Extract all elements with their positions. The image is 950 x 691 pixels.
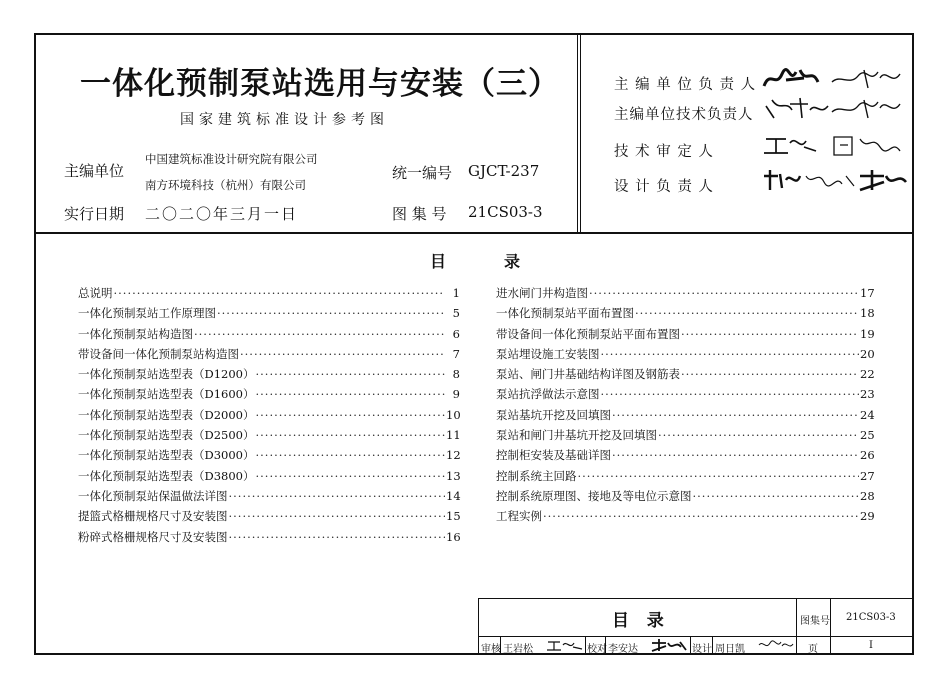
toc-entry[interactable] <box>78 326 460 346</box>
toc-leader <box>229 509 446 523</box>
toc-entry[interactable] <box>78 366 460 386</box>
toc-entry-page: 24 <box>860 407 875 422</box>
toc-entry-name: 泵站抗浮做法示意图 <box>496 387 600 402</box>
designer-name: 周日凯 <box>715 644 745 655</box>
toc-entry-page: 19 <box>860 326 875 341</box>
toc-right-column <box>496 285 874 529</box>
toc-entry-name: 进水闸门井构造图 <box>496 286 588 300</box>
toc-entry[interactable] <box>496 508 874 528</box>
unified-no: GJCT-237 <box>468 162 540 180</box>
signature-role-2: 主编单位技术负责人 <box>614 107 754 123</box>
signature-role-3: 技 术 审 定 人 <box>614 144 714 160</box>
toc-entry-name: 一体化预制泵站选型表（D1200） <box>78 367 255 382</box>
designer-signature <box>757 638 795 653</box>
toc-entry-name: 一体化预制泵站保温做法详图 <box>78 488 228 503</box>
review-label: 审核 <box>481 644 501 655</box>
toc-entry[interactable] <box>78 386 460 406</box>
toc-entry-name: 一体化预制泵站选型表（D3800） <box>78 468 255 483</box>
title-block-divider <box>585 636 586 655</box>
toc-leader <box>635 306 859 320</box>
checker-signature <box>650 638 688 653</box>
signature-role-4: 设 计 负 责 人 <box>614 179 714 195</box>
toc-entry[interactable] <box>78 508 460 528</box>
toc-entry-name: 泵站、闸门井基础结构详图及钢筋表 <box>496 367 680 382</box>
toc-entry-name: 一体化预制泵站构造图 <box>78 326 193 341</box>
toc-entry-page: 27 <box>860 468 875 483</box>
toc-entry[interactable] <box>78 427 460 447</box>
toc-leader <box>601 347 860 361</box>
page-number: I <box>869 640 873 651</box>
toc-leader <box>256 408 446 422</box>
handwritten-signature-1 <box>760 64 910 94</box>
toc-entry[interactable] <box>496 427 874 447</box>
editor-label: 主编单位 <box>64 162 125 180</box>
handwritten-signature-2 <box>760 94 910 124</box>
toc-entry[interactable] <box>496 285 874 305</box>
toc-entry-name: 控制系统主回路 <box>496 468 577 483</box>
toc-entry-page: 5 <box>452 306 460 321</box>
toc-entry-page: 29 <box>860 509 875 524</box>
title-block-atlas-no: 21CS03-3 <box>846 612 896 623</box>
toc-entry-name: 带设备间一体化预制泵站构造图 <box>78 346 239 361</box>
toc-entry-name: 一体化预制泵站选型表（D2500） <box>78 428 255 443</box>
atlas-no-label: 图 集 号 <box>392 205 447 223</box>
toc-entry-page: 26 <box>860 448 875 463</box>
toc-entry-name: 泵站和闸门井基坑开挖及回填图 <box>496 428 657 443</box>
toc-entry-name: 粉碎式格栅规格尺寸及安装图 <box>78 529 228 544</box>
toc-entry[interactable] <box>496 346 874 366</box>
toc-entry[interactable] <box>78 529 460 549</box>
toc-leader <box>693 489 860 503</box>
checker-name: 李安达 <box>608 644 638 655</box>
toc-leader <box>194 327 445 341</box>
toc-leader <box>256 469 446 483</box>
toc-entry-page: 15 <box>446 509 461 524</box>
toc-entry[interactable] <box>496 407 874 427</box>
date-label: 实行日期 <box>64 205 125 223</box>
toc-leader <box>229 530 446 544</box>
document-title: 一体化预制泵站选用与安装（三） <box>80 66 560 102</box>
toc-entry[interactable] <box>78 468 460 488</box>
toc-leader <box>681 327 859 341</box>
toc-entry[interactable] <box>496 447 874 467</box>
toc-entry-page: 20 <box>860 346 875 361</box>
toc-entry-name: 总说明 <box>78 286 113 300</box>
toc-entry-name: 提篮式格栅规格尺寸及安装图 <box>78 509 228 524</box>
toc-leader <box>240 347 445 361</box>
title-block-divider <box>830 598 831 655</box>
toc-entry-page: 28 <box>860 488 875 503</box>
toc-entry-page: 9 <box>452 387 460 402</box>
design-label: 设计 <box>692 644 712 655</box>
toc-entry[interactable] <box>78 285 460 305</box>
reviewer-signature <box>546 638 584 653</box>
toc-left-column <box>78 285 460 549</box>
toc-entry[interactable] <box>496 386 874 406</box>
implementation-date: 二〇二〇年三月一日 <box>145 205 299 223</box>
toc-heading-right: 录 <box>504 252 521 271</box>
atlas-no: 21CS03-3 <box>468 203 543 221</box>
toc-entry-name: 控制系统原理图、接地及等电位示意图 <box>496 488 692 503</box>
toc-leader <box>256 448 446 462</box>
toc-leader <box>256 387 446 401</box>
toc-entry-name: 一体化预制泵站选型表（D3000） <box>78 448 255 463</box>
toc-leader <box>578 469 860 483</box>
toc-leader <box>256 367 446 381</box>
page-label: 页 <box>808 644 818 655</box>
toc-entry[interactable] <box>496 366 874 386</box>
toc-leader <box>658 428 859 442</box>
toc-entry-page: 13 <box>446 468 461 483</box>
toc-entry[interactable] <box>78 407 460 427</box>
title-block-atlas-label: 图集号 <box>800 616 830 627</box>
title-block-rule <box>478 636 914 637</box>
toc-entry-name: 工程实例 <box>496 509 542 524</box>
title-block-divider <box>690 636 691 655</box>
toc-leader <box>612 408 859 422</box>
title-block-divider <box>796 598 797 655</box>
unified-no-label: 统一编号 <box>392 164 453 182</box>
toc-entry-page: 22 <box>860 367 875 382</box>
toc-entry-page: 1 <box>452 286 460 300</box>
toc-entry-name: 控制柜安装及基础详图 <box>496 448 611 463</box>
toc-entry-page: 6 <box>452 326 460 341</box>
toc-entry[interactable] <box>496 488 874 508</box>
toc-entry[interactable] <box>496 468 874 488</box>
header-divider-2 <box>580 33 581 233</box>
toc-leader <box>256 428 446 442</box>
editor-unit-2: 南方环境科技（杭州）有限公司 <box>145 178 306 192</box>
toc-entry-page: 7 <box>452 346 460 361</box>
toc-entry-name: 带设备间一体化预制泵站平面布置图 <box>496 326 680 341</box>
toc-entry[interactable] <box>78 346 460 366</box>
handwritten-signature-3 <box>760 131 910 161</box>
header-divider <box>577 33 578 233</box>
toc-entry[interactable] <box>496 326 874 346</box>
editor-unit-1: 中国建筑标准设计研究院有限公司 <box>145 152 318 166</box>
toc-entry-name: 一体化预制泵站工作原理图 <box>78 306 216 321</box>
header-bottom-rule <box>34 232 914 234</box>
toc-leader <box>543 509 859 523</box>
toc-entry-page: 17 <box>860 286 875 300</box>
title-block-name: 目 录 <box>612 611 664 631</box>
toc-leader <box>229 489 446 503</box>
toc-entry[interactable] <box>78 447 460 467</box>
toc-entry-page: 12 <box>446 448 461 463</box>
toc-entry-page: 18 <box>860 306 875 321</box>
toc-entry-page: 16 <box>446 529 461 544</box>
toc-entry-page: 25 <box>860 428 875 443</box>
toc-leader <box>612 448 859 462</box>
toc-entry[interactable] <box>78 488 460 508</box>
toc-leader <box>601 387 860 401</box>
toc-entry[interactable] <box>496 305 874 325</box>
toc-entry-name: 泵站基坑开挖及回填图 <box>496 407 611 422</box>
toc-entry[interactable] <box>78 305 460 325</box>
toc-entry-page: 11 <box>446 428 461 443</box>
check-label: 校对 <box>587 644 607 655</box>
toc-leader <box>217 306 445 320</box>
toc-leader <box>114 286 446 300</box>
signature-role-1: 主 编 单 位 负 责 人 <box>614 77 757 93</box>
toc-entry-name: 一体化预制泵站选型表（D1600） <box>78 387 255 402</box>
toc-leader <box>681 367 859 381</box>
reviewer-name: 王岩松 <box>503 644 533 655</box>
toc-leader <box>589 286 859 300</box>
toc-entry-page: 23 <box>860 387 875 402</box>
toc-entry-name: 一体化预制泵站平面布置图 <box>496 306 634 321</box>
toc-entry-name: 一体化预制泵站选型表（D2000） <box>78 407 255 422</box>
document-subtitle: 国家建筑标准设计参考图 <box>180 112 389 128</box>
handwritten-signature-4 <box>760 166 910 196</box>
toc-entry-name: 泵站埋设施工安装图 <box>496 346 600 361</box>
toc-entry-page: 8 <box>452 367 460 382</box>
toc-entry-page: 10 <box>446 407 461 422</box>
title-block-divider <box>712 636 713 655</box>
toc-heading-left: 目 <box>430 252 447 271</box>
toc-entry-page: 14 <box>446 488 461 503</box>
